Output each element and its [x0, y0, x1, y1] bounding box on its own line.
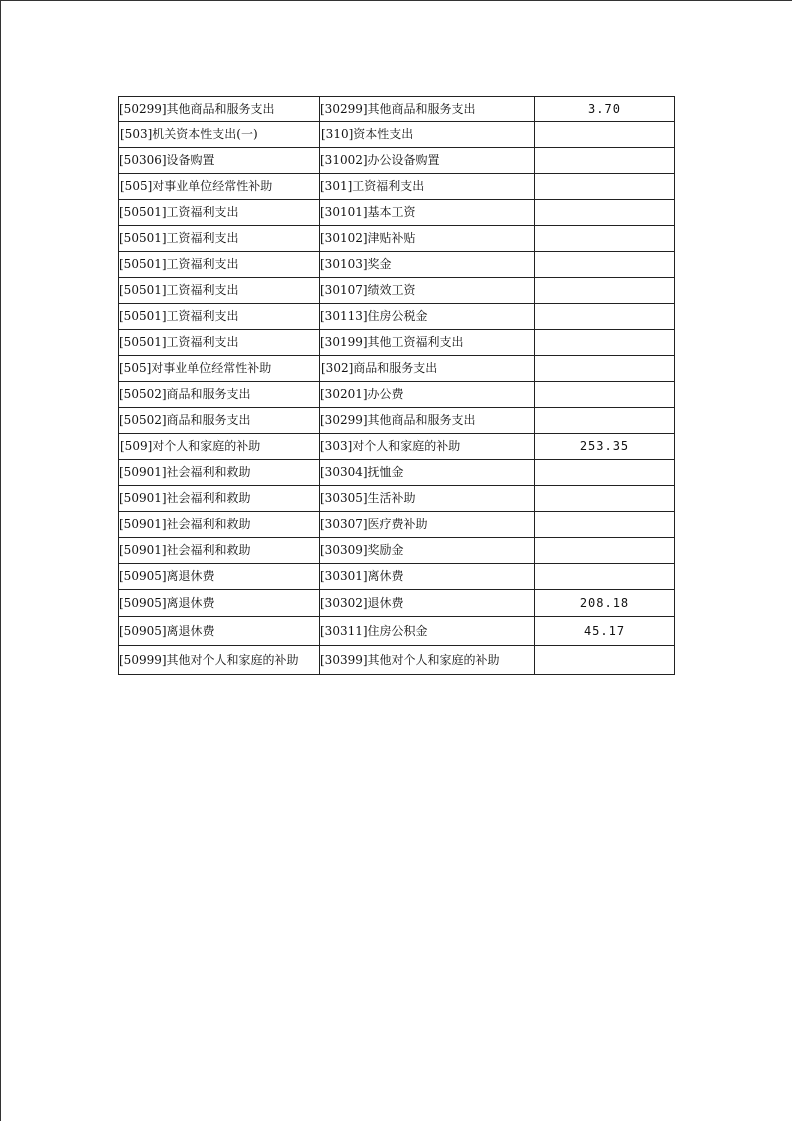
economic-category-cell: [50501]工资福利支出	[119, 226, 320, 252]
table-row	[119, 538, 675, 564]
amount-cell	[535, 226, 675, 252]
economic-category-cell: [505]对事业单位经常性补助	[119, 174, 320, 200]
economic-category-cell: [505]对事业单位经常性补助	[119, 356, 320, 382]
table-row	[119, 617, 675, 646]
economic-category-cell: [50501]工资福利支出	[119, 330, 320, 356]
amount-cell: 3.70	[535, 97, 675, 122]
functional-category-cell: [30103]奖金	[320, 252, 535, 278]
amount-cell	[535, 460, 675, 486]
amount-cell	[535, 278, 675, 304]
functional-category-cell: [30311]住房公积金	[320, 617, 535, 646]
functional-category-cell: [31002]办公设备购置	[320, 148, 535, 174]
functional-category-cell: [30102]津贴补贴	[320, 226, 535, 252]
amount-cell	[535, 512, 675, 538]
economic-category-cell: [50306]设备购置	[119, 148, 320, 174]
functional-category-cell: [301]工资福利支出	[320, 174, 535, 200]
table-row	[119, 460, 675, 486]
amount-cell: 45.17	[535, 617, 675, 646]
table-row	[119, 382, 675, 408]
functional-category-cell: [30101]基本工资	[320, 200, 535, 226]
economic-category-cell: [509]对个人和家庭的补助	[119, 434, 320, 460]
table-row	[119, 564, 675, 590]
economic-category-cell: [50905]离退休费	[119, 590, 320, 617]
amount-cell	[535, 408, 675, 434]
table-row	[119, 226, 675, 252]
economic-category-cell: [50901]社会福利和救助	[119, 460, 320, 486]
functional-category-cell: [30113]住房公税金	[320, 304, 535, 330]
amount-cell: 208.18	[535, 590, 675, 617]
amount-cell	[535, 356, 675, 382]
amount-cell	[535, 148, 675, 174]
functional-category-cell: [30299]其他商品和服务支出	[320, 97, 535, 122]
functional-category-cell: [30304]抚恤金	[320, 460, 535, 486]
amount-cell	[535, 564, 675, 590]
amount-cell	[535, 252, 675, 278]
functional-category-cell: [30201]办公费	[320, 382, 535, 408]
table-row	[119, 330, 675, 356]
economic-category-cell: [50905]离退休费	[119, 564, 320, 590]
table-row	[119, 512, 675, 538]
functional-category-cell: [30199]其他工资福利支出	[320, 330, 535, 356]
table-row	[119, 434, 675, 460]
economic-category-cell: [50501]工资福利支出	[119, 200, 320, 226]
amount-cell: 253.35	[535, 434, 675, 460]
amount-cell	[535, 486, 675, 512]
table-row	[119, 304, 675, 330]
table-row	[119, 646, 675, 675]
functional-category-cell: [30107]绩效工资	[320, 278, 535, 304]
amount-cell	[535, 538, 675, 564]
table-row	[119, 486, 675, 512]
functional-category-cell: [30399]其他对个人和家庭的补助	[320, 646, 535, 675]
economic-category-cell: [50901]社会福利和救助	[119, 486, 320, 512]
functional-category-cell: [302]商品和服务支出	[320, 356, 535, 382]
functional-category-cell: [303]对个人和家庭的补助	[320, 434, 535, 460]
table-row	[119, 408, 675, 434]
table-row	[119, 174, 675, 200]
budget-table-body	[119, 97, 675, 675]
amount-cell	[535, 646, 675, 675]
functional-category-cell: [310]资本性支出	[320, 122, 535, 148]
economic-category-cell: [50901]社会福利和救助	[119, 512, 320, 538]
economic-category-cell: [50502]商品和服务支出	[119, 382, 320, 408]
amount-cell	[535, 122, 675, 148]
economic-category-cell: [50299]其他商品和服务支出	[119, 97, 320, 122]
economic-category-cell: [503]机关资本性支出(一)	[119, 122, 320, 148]
economic-category-cell: [50502]商品和服务支出	[119, 408, 320, 434]
table-row	[119, 122, 675, 148]
economic-category-cell: [50905]离退休费	[119, 617, 320, 646]
economic-category-cell: [50999]其他对个人和家庭的补助	[119, 646, 320, 675]
economic-category-cell: [50901]社会福利和救助	[119, 538, 320, 564]
amount-cell	[535, 382, 675, 408]
functional-category-cell: [30299]其他商品和服务支出	[320, 408, 535, 434]
amount-cell	[535, 304, 675, 330]
economic-category-cell: [50501]工资福利支出	[119, 252, 320, 278]
functional-category-cell: [30309]奖励金	[320, 538, 535, 564]
functional-category-cell: [30302]退休费	[320, 590, 535, 617]
table-row	[119, 252, 675, 278]
table-row	[119, 148, 675, 174]
table-row	[119, 590, 675, 617]
amount-cell	[535, 174, 675, 200]
table-row	[119, 200, 675, 226]
economic-category-cell: [50501]工资福利支出	[119, 304, 320, 330]
amount-cell	[535, 330, 675, 356]
functional-category-cell: [30301]离休费	[320, 564, 535, 590]
functional-category-cell: [30305]生活补助	[320, 486, 535, 512]
table-row	[119, 356, 675, 382]
economic-category-cell: [50501]工资福利支出	[119, 278, 320, 304]
table-row	[119, 278, 675, 304]
budget-table	[118, 96, 675, 675]
amount-cell	[535, 200, 675, 226]
table-row	[119, 97, 675, 122]
functional-category-cell: [30307]医疗费补助	[320, 512, 535, 538]
